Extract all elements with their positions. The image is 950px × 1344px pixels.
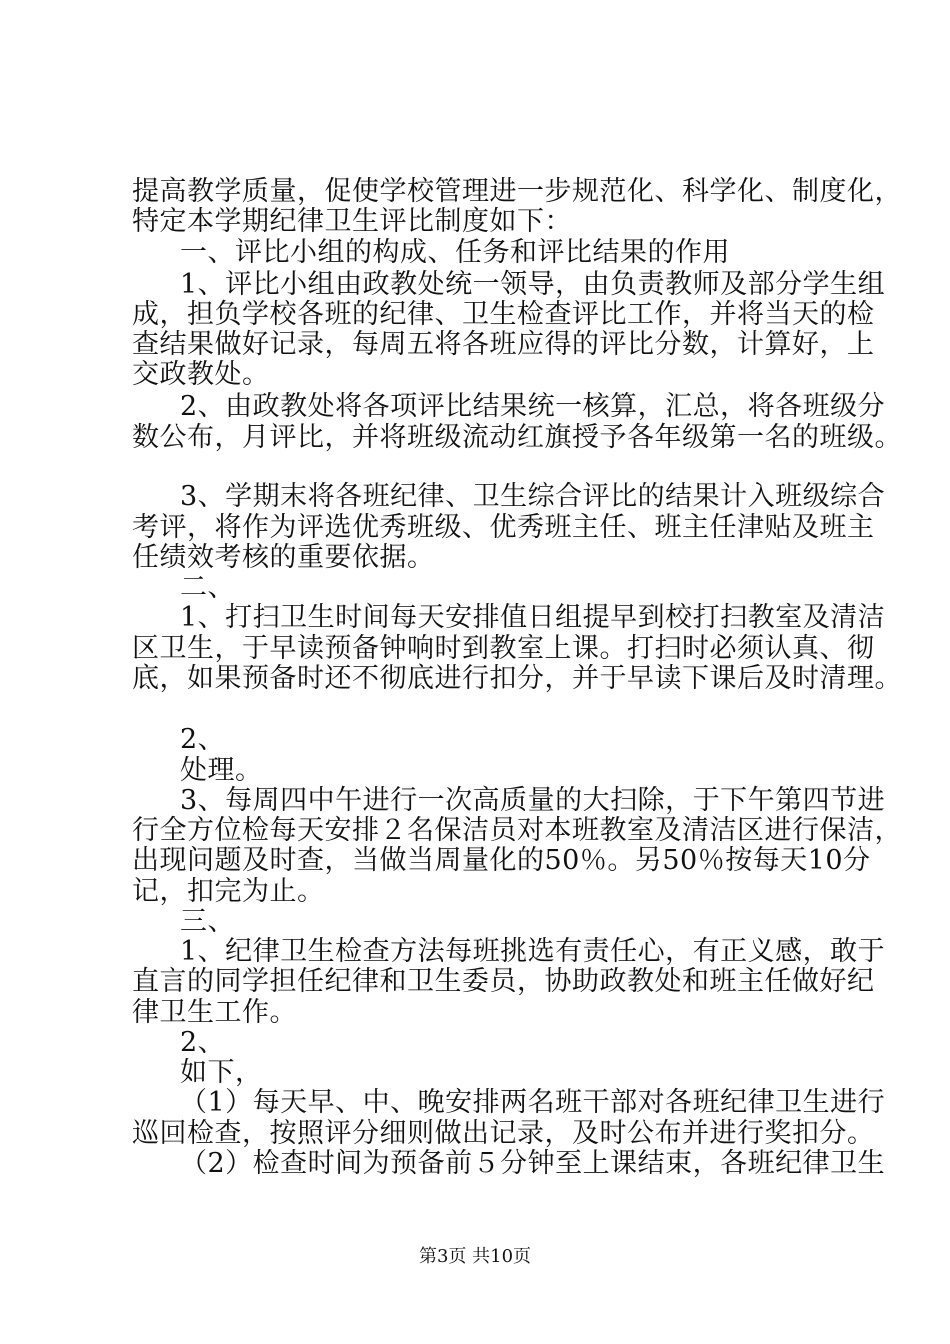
text-line: 3、学期末将各班纪律、卫生综合评比的结果计入班级综合 (180, 481, 886, 512)
text-line: 2、由政教处将各项评比结果统一核算，汇总，将各班级分 (180, 391, 886, 422)
text-line: 2、 (180, 724, 226, 755)
text-line: 行全方位检每天安排２名保洁员对本班教室及清洁区进行保洁， (132, 815, 902, 846)
text-line: 查结果做好记录，每周五将各班应得的评比分数，计算好，上 (132, 329, 875, 360)
text-line: 记，扣完为止。 (132, 876, 325, 907)
text-line: 成，担负学校各班的纪律、卫生检查评比工作，并将当天的检 (132, 299, 875, 330)
text-line: 巡回检查，按照评分细则做出记录，及时公布并进行奖扣分。 (132, 1118, 875, 1149)
text-line: 处理。 (180, 755, 263, 786)
text-line: 1、打扫卫生时间每天安排值日组提早到校打扫教室及清洁 (180, 602, 886, 633)
text-line: 律卫生工作。 (132, 997, 297, 1028)
text-line: 出现问题及时查，当做当周量化的50％。另50％按每天10分 (132, 845, 871, 876)
text-line: 考评，将作为评选优秀班级、优秀班主任、班主任津贴及班主 (132, 512, 875, 543)
section-heading: 三、 (180, 906, 235, 937)
text-line: 区卫生，于早读预备钟响时到教室上课。打扫时必须认真、彻 (132, 633, 875, 664)
text-line: 3、每周四中午进行一次高质量的大扫除，于下午第四节进 (180, 785, 886, 816)
text-line: 2、 (180, 1027, 226, 1058)
text-line: （1）每天早、中、晚安排两名班干部对各班纪律卫生进行 (180, 1087, 886, 1118)
text-line: 1、评比小组由政教处统一领导，由负责教师及部分学生组 (180, 269, 886, 300)
text-line: 特定本学期纪律卫生评比制度如下： (132, 206, 572, 237)
text-line: 提高教学质量，促使学校管理进一步规范化、科学化、制度化， (132, 176, 902, 207)
text-line: 数公布，月评比，并将班级流动红旗授予各年级第一名的班级。 (132, 422, 902, 453)
text-line: 如下， (180, 1057, 263, 1088)
page-footer: 第3页 共10页 (418, 1246, 532, 1267)
section-heading: 二、 (180, 572, 235, 603)
text-line: 任绩效考核的重要依据。 (132, 542, 435, 573)
text-line: 交政教处。 (132, 359, 270, 390)
text-line: 1、纪律卫生检查方法每班挑选有责任心，有正义感，敢于 (180, 936, 886, 967)
text-line: 直言的同学担任纪律和卫生委员，协助政教处和班主任做好纪 (132, 966, 875, 997)
text-line: （2）检查时间为预备前５分钟至上课结束，各班纪律卫生 (180, 1148, 886, 1179)
text-line: 底，如果预备时还不彻底进行扣分，并于早读下课后及时清理。 (132, 663, 902, 694)
section-heading: 一、评比小组的构成、任务和评比结果的作用 (180, 237, 730, 268)
